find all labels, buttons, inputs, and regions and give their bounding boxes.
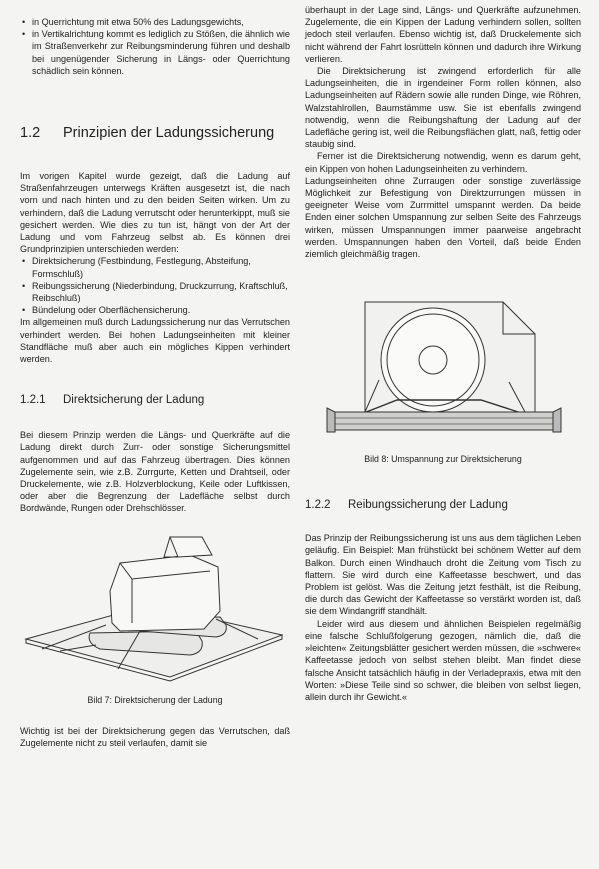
force-list bbox=[20, 16, 290, 77]
figure-8 bbox=[305, 272, 581, 464]
figure-7 bbox=[20, 527, 290, 705]
figure-8-caption: Bild 8: Umspannung zur Direktsicherung bbox=[364, 454, 522, 465]
list-item: • Bündelung oder Oberflächensicherung. bbox=[20, 304, 290, 316]
section-number: 1.2 bbox=[20, 125, 41, 142]
section-title: Prinzipien der Ladungssicherung bbox=[63, 125, 275, 142]
direkt-paragraph: Bei diesem Prinzip werden die Längs- und Querkräfte auf die Ladung direkt durch Zurr- oder sonstige Sicherungsmittel aufgenommen und auf das Fahrzeug übertragen. Dies können Zugelemente sein, wie z.B. Zurrgurte, Ketten und Drahtseil, oder Druckelemente, wie z.B. Holzverblockung, Keile oder Luftkissen, oder aber die Begrenzung der Ladefläche selbst durch Bordwände, Rungen oder Drehschlösser. bbox=[20, 430, 290, 514]
paragraph-1: überhaupt in der Lage sind, Längs- und Querkräfte aufzunehmen. Zugelemente, die ein Kippen der Ladung verhindern sollen, sollten jedoch steil verlaufen. Ebenso wichtig ist, daß Druckelemente sich nicht während der Fahrt losrütteln können und dadurch ihre Wirkung verlieren. bbox=[305, 5, 581, 64]
subsection-title: Reibungssicherung der Ladung bbox=[348, 499, 508, 512]
list-item: • Reibungssicherung (Niederbindung, Druckzurrung, Kraftschluß, Reibschluß) bbox=[20, 280, 290, 304]
intro-paragraph: Im vorigen Kapitel wurde gezeigt, daß die Ladung auf Straßenfahrzeugen unterwegs Kräften ausgesetzt ist, die nach vorn und nach hinten und zu den beiden Seiten wirken. Um zu verhindern, daß die Ladung verrutscht oder herunterkippt, muß sie gesichert werden. Wie dies zu tun ist, hängt von der Art der Ladung und vom Fahrzeug selbst ab. Es können drei Grundprinzipien unterschieden werden: bbox=[20, 171, 290, 255]
general-paragraph: Im allgemeinen muß durch Ladungssicherung nur das Verrutschen verhindert werden. Bei hohen Ladungseinheiten mit kleiner Standfläche muß aber auch ein mögliches Kippen verhindert werden. bbox=[20, 317, 290, 365]
subsection-heading bbox=[20, 393, 290, 407]
excavator-illustration bbox=[20, 527, 290, 687]
paragraph-3: Ferner ist die Direktsicherung notwendig, wenn es darum geht, ein Kippen von hohen Ladungseinheiten zu verhindern. bbox=[305, 151, 581, 174]
reibung-paragraph-1: Das Prinzip der Reibungssicherung ist uns aus dem täglichen Leben geläufig. Ein Beispiel: Man frühstückt bei schönem Wetter auf dem Balkon. Durch einen Windhauch droht die Zeitung vom Tisch zu flattern. Sie wird durch eine Kaffeetasse beschwert, und das Problem ist gelöst. Was die Zeitung jetzt festhält, ist die Reibung, die durch das Gewicht der Kaffeetasse so verstärkt worden ist, daß sie dem Windangriff standhält. bbox=[305, 533, 581, 617]
figure-7-caption: Bild 7: Direktsicherung der Ladung bbox=[87, 694, 223, 705]
subsection-number: 1.2.1 bbox=[20, 394, 46, 407]
paragraph-4: Ladungseinheiten ohne Zurraugen oder sonstige zuverlässige Möglichkeit zur Befestigung von Direktzurrungen müssen in geeigneter Weise vom Zurrmittel umspannt werden. Da beide Enden einer solchen Umspannung zur selben Seite des Fahrzeugs wirken, müssen Umspannungen immer paarweise angebracht werden. Umspannungen haben den Vorteil, daß beide Enden ziemlich gleichmäßig tragen. bbox=[305, 175, 581, 260]
subsection-heading bbox=[305, 498, 581, 512]
section-heading bbox=[20, 124, 290, 142]
subsection-number: 1.2.2 bbox=[305, 499, 331, 512]
list-item: • Direktsicherung (Festbindung, Festlegung, Absteifung, Formschluß) bbox=[20, 255, 290, 279]
closing-paragraph: Wichtig ist bei der Direktsicherung gegen das Verrutschen, daß Zugelemente nicht zu steil verlaufen, damit sie bbox=[20, 725, 290, 748]
paragraph-2: Die Direktsicherung ist zwingend erforderlich für alle Ladungseinheiten, die in irgendeiner Form rollen können, also Ladungseinheiten auf Rädern sowie alle runden Dinge, wie Röhren, Walzstahlrollen, Baumstämme usw. Sie ist ebenfalls zwingend notwendig, wenn die Reibungshaftung der Ladung auf der Ladefläche gering ist, weil die Reibungsflächen glatt, naß, fettig oder staubig sind. bbox=[305, 66, 581, 150]
right-column bbox=[305, 0, 581, 703]
list-item: • in Vertikalrichtung kommt es lediglich zu Stößen, die ähnlich wie im Straßenverkehr zur Reibungsminderung führen und deshalb bei ungenügender Sicherung in Längs- oder Querrichtung schädlich sein können. bbox=[20, 28, 290, 77]
umspannung-illustration bbox=[305, 272, 581, 452]
principles-list bbox=[20, 255, 290, 316]
subsection-title: Direktsicherung der Ladung bbox=[63, 394, 205, 407]
list-item: • in Querrichtung mit etwa 50% des Ladungsgewichts, bbox=[20, 16, 290, 28]
reibung-paragraph-2: Leider wird aus diesem und ähnlichen Beispielen regelmäßig eine falsche Schlußfolgerung gezogen, nämlich die, daß die »leichten« Zeitungsblätter gesichert werden müssen, die »schwere« Kaffeetasse jedoch von selbst stehen bleibt. Man findet diese falsche Ansicht tatsächlich häufig in der Verladepraxis, etwa mit den Worten: »Diese Teile sind so schwer, die bleiben von selbst liegen, allein durch ihr Gewicht.« bbox=[305, 618, 581, 702]
left-column bbox=[20, 0, 290, 749]
